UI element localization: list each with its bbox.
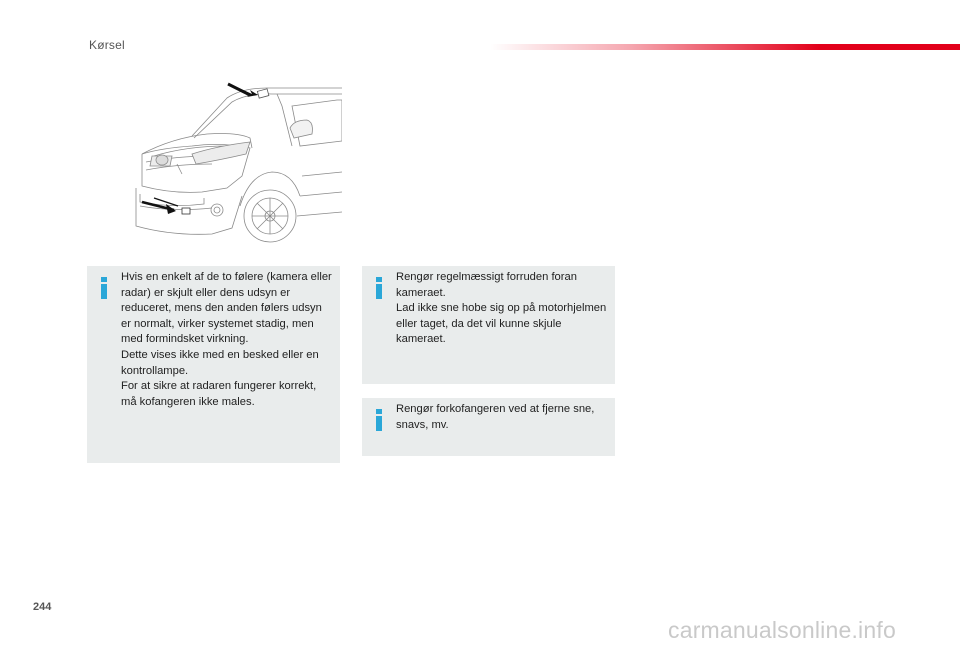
van-sensor-illustration xyxy=(132,76,342,248)
header-accent-bar xyxy=(490,44,960,50)
page-number: 244 xyxy=(33,601,52,613)
info-paragraph: Dette vises ikke med en besked eller en kontrollampe. xyxy=(121,348,319,377)
info-paragraph: For at sikre at radaren fungerer korrekt, må kofangeren ikke males. xyxy=(121,380,317,408)
info-icon xyxy=(374,277,384,299)
info-text xyxy=(396,270,609,348)
info-box-bumper-cleaning xyxy=(362,398,615,456)
info-text xyxy=(121,270,334,410)
watermark: carmanualsonline.info xyxy=(668,617,896,643)
info-paragraph: Rengør regelmæssigt forruden foran kameraet. xyxy=(396,271,577,299)
info-paragraph: Rengør forkofangeren ved at fjerne sne, snavs, mv. xyxy=(396,403,595,431)
info-box-windshield-cleaning xyxy=(362,266,615,384)
section-title: Kørsel xyxy=(89,38,125,52)
info-box-sensor-obstruction xyxy=(87,266,340,463)
info-text xyxy=(396,402,609,433)
info-paragraph: Hvis en enkelt af de to følere (kamera eller radar) er skjult eller dens udsyn er reduceret, mens den anden følers udsyn er normalt, virker systemet stadig, men med formindsket virkning. xyxy=(121,271,332,346)
info-icon xyxy=(374,409,384,431)
info-paragraph: Lad ikke sne hobe sig op på motorhjelmen eller taget, da det vil kunne skjule kameraet. xyxy=(396,302,607,346)
info-icon xyxy=(99,277,109,299)
